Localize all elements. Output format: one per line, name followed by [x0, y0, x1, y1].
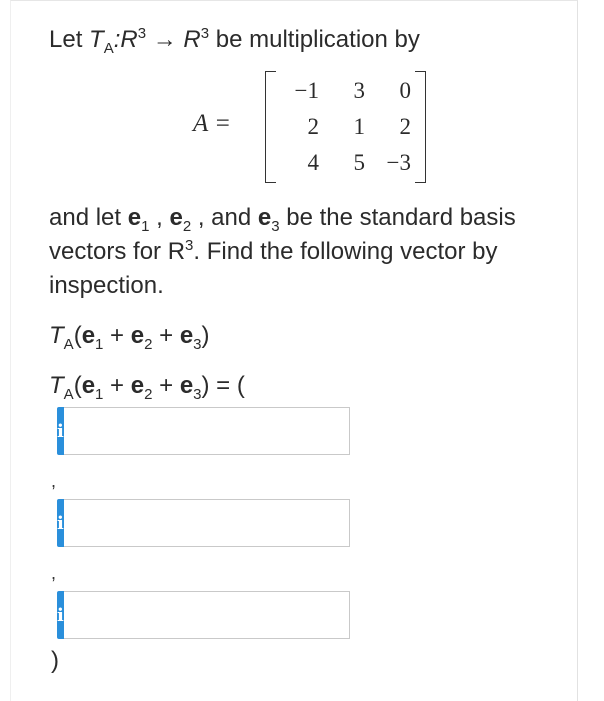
domain-r: :R — [113, 26, 138, 53]
para2-prefix: vectors for R — [49, 238, 186, 265]
matrix-cell: 4 — [307, 150, 319, 175]
and-text: , and — [191, 204, 258, 231]
paragraph-line-2 — [49, 235, 498, 269]
e2-subscript: 2 — [144, 386, 153, 403]
e3-symbol: e — [179, 322, 194, 349]
para1-suffix: be the standard basis — [279, 204, 516, 231]
matrix-cell: 0 — [399, 78, 411, 103]
t-symbol: T — [89, 26, 104, 53]
e2-subscript: 2 — [182, 218, 192, 235]
matrix-cell: −3 — [386, 150, 411, 175]
e1-symbol: e — [127, 204, 142, 231]
r3-exponent: 3 — [185, 237, 194, 254]
matrix-cell: −1 — [294, 78, 319, 103]
open-paren: ( — [73, 372, 82, 399]
codomain-exponent: 3 — [200, 25, 210, 42]
plus-sign: + — [103, 322, 131, 349]
e3-symbol: e — [257, 204, 272, 231]
info-icon[interactable]: i — [57, 591, 64, 639]
answer-prompt-line — [49, 369, 245, 403]
map-arrow: → — [152, 26, 177, 53]
matrix-label: A = — [193, 110, 231, 137]
plus-sign: + — [103, 372, 131, 399]
comma-separator: , — [51, 471, 57, 491]
matrix-row — [275, 109, 415, 145]
e3-subscript: 3 — [193, 386, 202, 403]
domain-exponent: 3 — [137, 25, 147, 42]
para2-suffix: . Find the following vector by — [193, 238, 498, 265]
intro-line — [49, 23, 420, 57]
para1-prefix: and let — [49, 204, 128, 231]
expression-line — [49, 319, 210, 353]
matrix-cell: 2 — [399, 114, 411, 139]
info-icon[interactable]: i — [57, 407, 64, 455]
answer-input-2[interactable] — [64, 499, 350, 547]
e2-symbol: e — [130, 372, 145, 399]
info-icon[interactable]: i — [57, 499, 64, 547]
matrix-row — [275, 73, 415, 109]
paragraph-line-3 — [49, 269, 164, 303]
open-paren: ( — [73, 322, 82, 349]
answer-input-3[interactable] — [64, 591, 350, 639]
plus-sign: + — [152, 372, 180, 399]
right-bracket — [415, 71, 426, 183]
matrix-cells — [275, 73, 415, 181]
t-symbol: T — [49, 372, 64, 399]
e2-subscript: 2 — [144, 336, 153, 353]
answer-row-2 — [57, 499, 297, 547]
matrix-cell: 1 — [353, 114, 365, 139]
e2-symbol: e — [169, 204, 183, 231]
comma-separator: , — [51, 563, 57, 583]
e3-subscript: 3 — [193, 336, 202, 353]
intro-prefix: Let — [49, 26, 90, 53]
answer-row-1 — [57, 407, 297, 455]
e1-symbol: e — [81, 322, 96, 349]
matrix-cell: 3 — [353, 78, 365, 103]
codomain-r: R — [183, 26, 201, 53]
e1-subscript: 1 — [141, 218, 150, 235]
e3-symbol: e — [179, 372, 194, 399]
e3-subscript: 3 — [271, 218, 280, 235]
closing-paren: ) — [51, 647, 59, 674]
t-subscript: A — [103, 40, 114, 57]
close-paren: ) — [201, 372, 210, 399]
answer-row-3 — [57, 591, 297, 639]
matrix-cell: 5 — [353, 150, 365, 175]
para3-text: inspection. — [49, 272, 164, 299]
plus-sign: + — [152, 322, 180, 349]
comma-sep: , — [149, 204, 170, 231]
t-subscript: A — [63, 386, 74, 403]
matrix-row — [275, 145, 415, 181]
e1-symbol: e — [81, 372, 96, 399]
equals-open-paren: = ( — [209, 372, 245, 399]
answer-input-1[interactable] — [64, 407, 350, 455]
close-paren: ) — [201, 322, 210, 349]
matrix-cell: 2 — [307, 114, 319, 139]
t-subscript: A — [63, 336, 74, 353]
intro-suffix: be multiplication by — [209, 26, 420, 53]
e1-subscript: 1 — [95, 386, 104, 403]
question-card — [10, 0, 578, 701]
e1-subscript: 1 — [95, 336, 104, 353]
t-symbol: T — [49, 322, 64, 349]
e2-symbol: e — [130, 322, 145, 349]
paragraph-line-1 — [49, 201, 516, 235]
